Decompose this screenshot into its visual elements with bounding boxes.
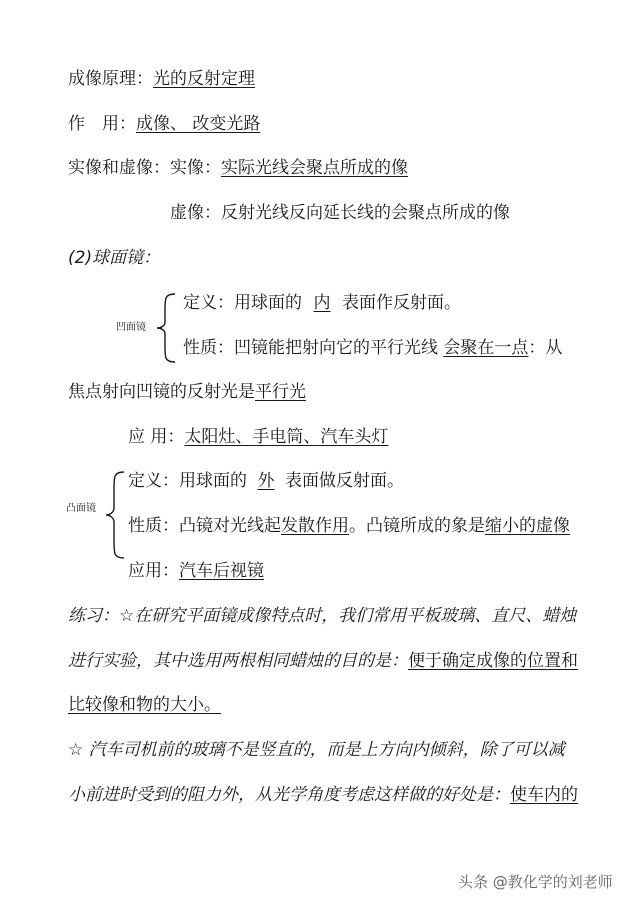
- function-value: 成像、 改变光路: [136, 114, 261, 134]
- principle-label: 成像原理：: [68, 69, 153, 89]
- convex-prop-prefix: 性质：凸镜对光线起: [128, 516, 281, 536]
- concave-property-continued: [68, 381, 306, 403]
- concave-def-prefix: 定义：用球面的: [183, 293, 302, 313]
- exercise1-line3-suffix: 。: [204, 695, 221, 715]
- concave-app-value: 太阳灶、手电筒、汽车头灯: [184, 427, 389, 447]
- spherical-mirror-heading: (2)球面镜：: [68, 248, 161, 268]
- exercise1-line2: [68, 650, 578, 672]
- real-image-value: 实际光线会聚点所成的像: [221, 158, 408, 178]
- concave-prop-prefix: 性质：凹镜能把射向它的平行光线: [183, 338, 438, 358]
- concave-prop2-prefix: 焦点射向凹镜的反射光是: [68, 382, 255, 402]
- concave-app-label: 应 用：: [128, 427, 185, 447]
- convex-def-prefix: 定义：用球面的: [128, 471, 247, 491]
- convex-app-label: 应用：: [128, 561, 179, 581]
- concave-definition: [183, 292, 461, 314]
- virtual-image-label: 虚像：: [170, 203, 221, 223]
- convex-property: [128, 515, 570, 537]
- concave-prop-suffix: ：从: [528, 338, 563, 358]
- exercise1-line3: [68, 694, 221, 716]
- convex-definition: [128, 470, 404, 492]
- concave-property: [183, 337, 562, 359]
- exercise2-line2-prefix: 小前进时受到的阻力外，从光学角度考虑这样做的好处是：: [68, 785, 510, 805]
- concave-def-blank: 内: [313, 293, 331, 313]
- function-label: 作 用：: [68, 114, 136, 134]
- virtual-image-value: 反射光线反向延长线的会聚点所成的像: [221, 203, 510, 223]
- principle-line: [68, 68, 255, 90]
- convex-def-blank: 外: [257, 471, 275, 491]
- concave-prop2-blank: 平行光: [255, 382, 306, 402]
- principle-value: 光的反射定理: [153, 69, 255, 89]
- virtual-image-line: [170, 202, 510, 224]
- exercise1-line3-answer: 比较像和物的大小: [68, 695, 204, 715]
- exercise1-line1: 练习：☆在研究平面镜成像特点时，我们常用平板玻璃、直尺、蜡烛: [68, 606, 577, 626]
- function-line: [68, 113, 260, 135]
- convex-prop-middle: 。凸镜所成的象是: [349, 516, 485, 536]
- real-image-label: 实像和虚像：实像：: [68, 158, 221, 178]
- exercise2-line1: ☆ 汽车司机前的玻璃不是竖直的，而是上方向内倾斜，除了可以减: [68, 740, 565, 760]
- convex-prop-blank2: 缩小的虚像: [485, 516, 570, 536]
- concave-mirror-label: 凹面镜: [116, 322, 146, 333]
- concave-brace-icon: [155, 292, 177, 364]
- concave-prop-blank: 会聚在一点: [443, 338, 529, 358]
- real-image-line: [68, 157, 408, 179]
- convex-prop-blank1: 发散作用: [281, 516, 349, 536]
- convex-brace-icon: [104, 470, 126, 560]
- exercise1-line2-prefix: 进行实验，其中选用两根相同蜡烛的目的是：: [68, 651, 408, 671]
- concave-application: [128, 426, 388, 448]
- convex-app-value: 汽车后视镜: [179, 561, 264, 581]
- exercise2-line2-answer: 使车内的: [510, 785, 578, 805]
- convex-def-suffix: 表面做反射面。: [285, 471, 404, 491]
- convex-application: [128, 560, 264, 582]
- watermark: 头条 @教化学的刘老师: [458, 873, 613, 891]
- exercise1-line2-answer: 便于确定成像的位置和: [408, 651, 578, 671]
- concave-def-suffix: 表面作反射面。: [342, 293, 461, 313]
- exercise2-line2: [68, 784, 578, 806]
- convex-mirror-label: 凸面镜: [66, 503, 96, 514]
